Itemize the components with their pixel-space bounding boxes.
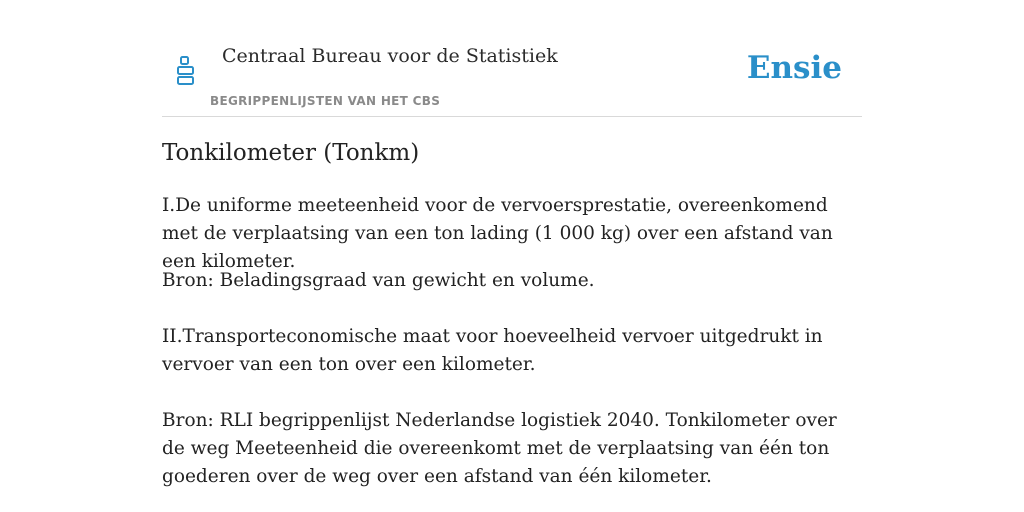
organization-name[interactable]: Centraal Bureau voor de Statistiek [222,45,558,67]
source-paragraph-2: Bron: RLI begrippenlijst Nederlandse logistiek 2040. Tonkilometer over de weg Meeteenheid die overeenkomt met de verplaatsing van één ton goederen over de weg over een afstand van één kilometer. [162,410,837,487]
collection-subtitle[interactable]: BEGRIPPENLIJSTEN VAN HET CBS [210,94,441,108]
source-paragraph-1: Bron: Beladingsgraad van gewicht en volume. [162,270,595,291]
ensie-logo[interactable]: Ensie [746,50,842,86]
cbs-logo-icon[interactable] [176,56,196,86]
page-container [162,0,862,487]
definition-paragraph-1: I.De uniforme meeteenheid voor de vervoersprestatie, overeenkomend met de verplaatsing van een ton lading (1 000 kg) over een afstand van een kilometer. [162,195,833,272]
term-title: Tonkilometer (Tonkm) [162,140,420,166]
site-header [162,0,862,117]
definition-paragraph-2: II.Transporteconomische maat voor hoeveelheid vervoer uitgedrukt in vervoer van een ton over een kilometer. [162,326,823,375]
